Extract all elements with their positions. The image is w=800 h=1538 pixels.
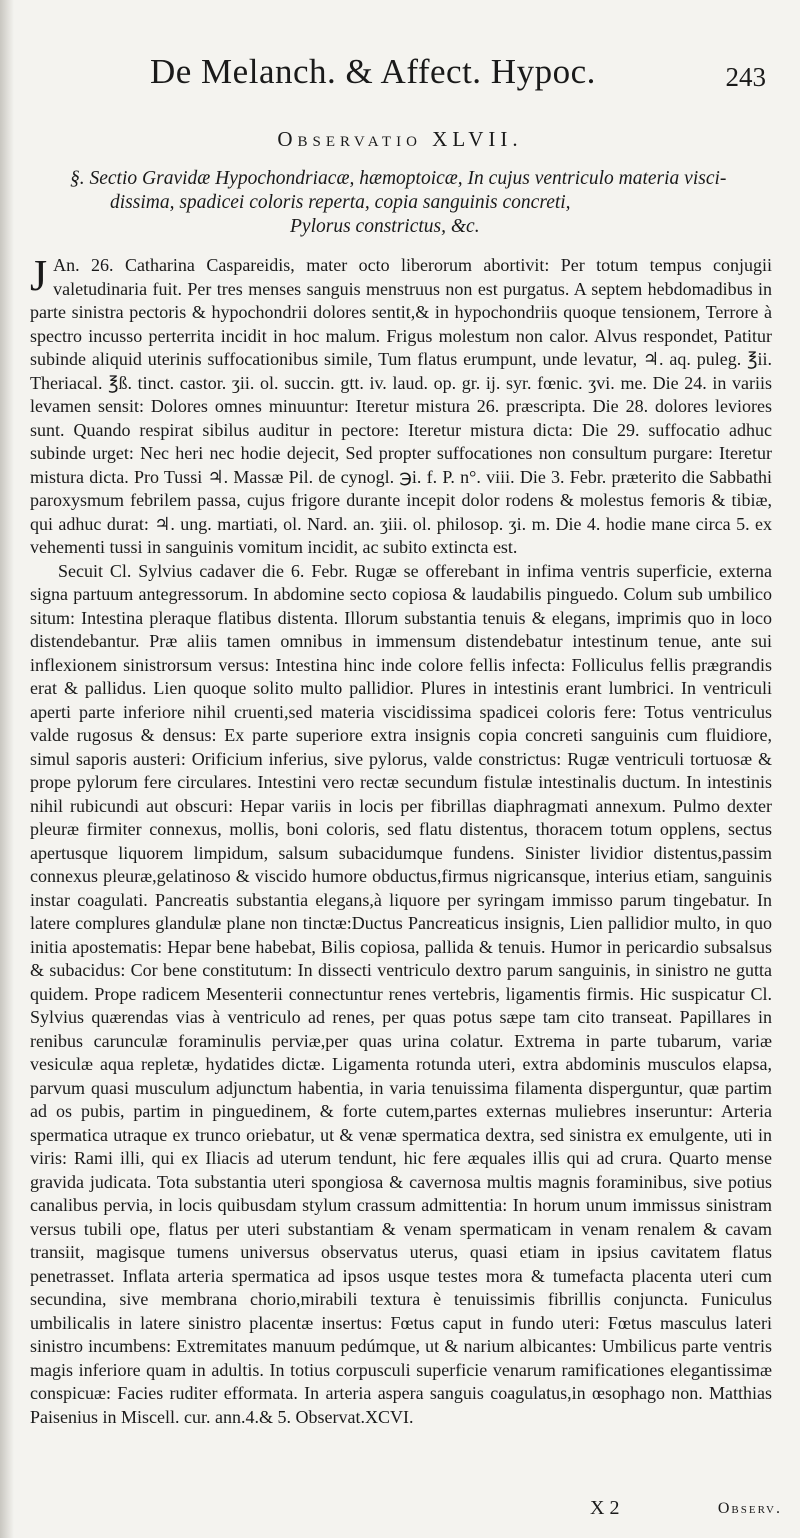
page-gutter-shadow <box>0 0 14 1538</box>
summary-line: Pylorus constrictus, &c. <box>290 216 480 237</box>
signature-mark: X 2 <box>590 1497 620 1519</box>
case-history-paragraph <box>30 251 772 560</box>
observation-summary <box>70 167 770 239</box>
catchword: Observ. <box>717 1500 782 1517</box>
running-head: De Melanch. & Affect. Hypoc. <box>150 52 596 91</box>
dissection-paragraph: Secuit Cl. Sylvius cadaver die 6. Febr. Rugæ se offerebant in infima ventris superficie, externa signa partuum antegressorum. In abdomine secto copiosa & laudabilis pinguedo. Colum sub umbilico situm: Intestina pleraque flatibus distenta. Illorum substantia tenuis & elegans, imprimis quo in loco distendebantur. Præ aliis tamen omnibus in immensum distendebatur intestinum tenue, ante sui inflexionem sinistrorsum versus: Intestina hinc inde colore fellis infecta: Folliculus fellis prægrandis erat & pallidus. Lien quoque solito multo pallidior. Plures in intestinis erant lumbrici. In ventriculi aperti parte inferiore nihil cruenti,sed materia viscidissima spadicei coloris fere: Totus ventriculus valde rugosus & densus: Ex parte superiore extra insignis copia concreti sanguinis cum fluidiore, simul saporis austeri: Orificium inferius, sive pylorus, valde constrictus: Rugæ ventriculi tortuosæ & prope pylorum fere circulares. Intestini vero rectæ secundum fistulæ intestinalis ductum. In intestinis nihil rubicundi aut obscuri: Hepar variis in locis per fibrillas diaphragmati annexum. Pulmo dexter pleuræ firmiter connexus, mollis, boni coloris, sed flatu distentus, thoracem totum opplens, sectus apertusque liquorem limpidum, salsum subacidumque fundens. Sinister lividior distentus,passim connexus pleuræ,gelatinoso & viscido humore obductus,firmus nigricansque, interius etiam, sanguinis instar coagulati. Pancreatis substantia elegans,à liquore per syringam immisso parum tingebatur. In latere complures glandulæ plane non tinctæ:Ductus Pancreaticus insignis, Lien pallidior multo, in quo initia apostematis: Hepar bene habebat, Bilis copiosa, pallida & tenuis. Humor in pericardio subsalsus & subacidus: Cor bene constitutum: In dissecti ventriculo dextro parum sanguinis, in sinistro ne gutta quidem. Prope radicem Mesenterii connectuntur renes vertebris, ligamentis firmis. Hic suspicatur Cl. Sylvius quærendas vias à ventriculo ad renes, per quas potus sæpe tam cito transeat. Papillares in renibus carunculæ foraminulis perviæ,per quas urina colatur. Extrema in parte tubarum, variæ vesiculæ aqua repletæ, hydatides dictæ. Ligamenta rotunda uteri, extra abdominis musculos elapsa, parvum quasi musculum adjunctum habentia, in varia tenuissima filamenta disperguntur, quæ partim ad os pubis, partim in pinguedinem, & forte cutem,partes externas muliebres inseruntur: Arteria spermatica utraque ex trunco oriebatur, ut & venæ spermatica dextra, sed sinistra ex emulgente, uti in viris: Rami illi, qui ex Iliacis ad uterum tendunt, hic fere æquales illis qui ad crura. Quarto mense gravida judicata. Tota substantia uteri spongiosa & cavernosa multis magnis foraminibus, sive potius canalibus pervia, in locis quibusdam stylum crassum admittentia: In horum unum immissus sinistram versus tubili ope, flatus per uteri substantiam & venam spermaticam in venam renalem & cavam transiit, magisque tumens universus observatus uterus, quasi etiam in ipsius cavitatem flatus penetrasset. Inflata arteria spermatica ad ipsos usque testes mora & tumefacta placenta uteri cum secundina, sive membrana chorio,mirabili textura è tenuissimis fibrillis conjuncta. Funiculus umbilicalis in latere sinistro placentæ insertus: Fœtus caput in fundo uteri: Fœtus masculus lateri sinistro incumbens: Extremitates manuum pedúmque, ut & narium albicantes: Umbilicus parte ventris magis inferiore quam in adultis. In totius corpusculi superficie venarum ramificationes elegantissimæ conspicuæ: Facies ruditer efformata. In arteria aspera sanguis coagulatus,in œsophago non. Matthias Paisenius in Miscell. cur. ann.4.& 5. Observat.XCVI. <box>30 560 772 1427</box>
page-number: 243 <box>725 62 766 92</box>
drop-cap: J <box>30 251 48 300</box>
summary-line: dissima, spadicei coloris reperta, copia sanguinis concreti, <box>110 192 571 213</box>
observation-title: Observatio XLVII. <box>277 127 523 151</box>
paragraph-text: An. 26. Catharina Caspareidis, mater octo liberorum abortivit: Per totum tempus conjugii valetudinaria fuit. Per tres menses sanguis menstruus non est purgatus. A septem hebdomadibus in parte sinistra pectoris & hypochondrii dolores sentit,& in hypochondriis quoque tensionem, Terrore à spectro incusso perterrita incidit in hoc malum. Frigus molestum non calor. Alvus respondet, Patitur subinde aliquid uterinis suffocationibus simile, Tum flatus erumpunt, unde levatur, ♃. aq. puleg. ℥ii. Theriacal. ℥ß. tinct. castor. ʒii. ol. succin. gtt. iv. laud. op. gr. ij. syr. fœnic. ʒvi. me. Die 24. in variis levamen sensit: Dolores omnes minuuntur: Iteretur mistura 26. præscripta. Die 28. dolores leviores sunt. Quando respirat sibilus auditur in pectore: Iteretur mistura dicta: Die 29. suffocatio adhuc subinde urget: Nec heri nec hodie dejecit, Sed propter suffocationes non consultum purgare: Iteretur mistura dicta. Pro Tussi ♃. Massæ Pil. de cynogl. ℈i. f. P. n°. viii. Die 3. Febr. præterito die Sabbathi paroxysmum febrilem passa, cujus frigore durante incepit dolor rodens & molestus femoris & tibiæ, qui adhuc durat: ♃. ung. martiati, ol. Nard. an. ʒiii. ol. philosop. ʒi. m. Die 4. hodie mane circa 5. ex vehementi tussi in sanguinis vomitum incidit, ac subito extincta est. <box>30 255 772 557</box>
observation-body <box>30 251 772 1429</box>
summary-line: §. Sectio Gravidæ Hypochondriacæ, hæmoptoicæ, In cujus ventriculo materia visci- <box>70 168 727 189</box>
